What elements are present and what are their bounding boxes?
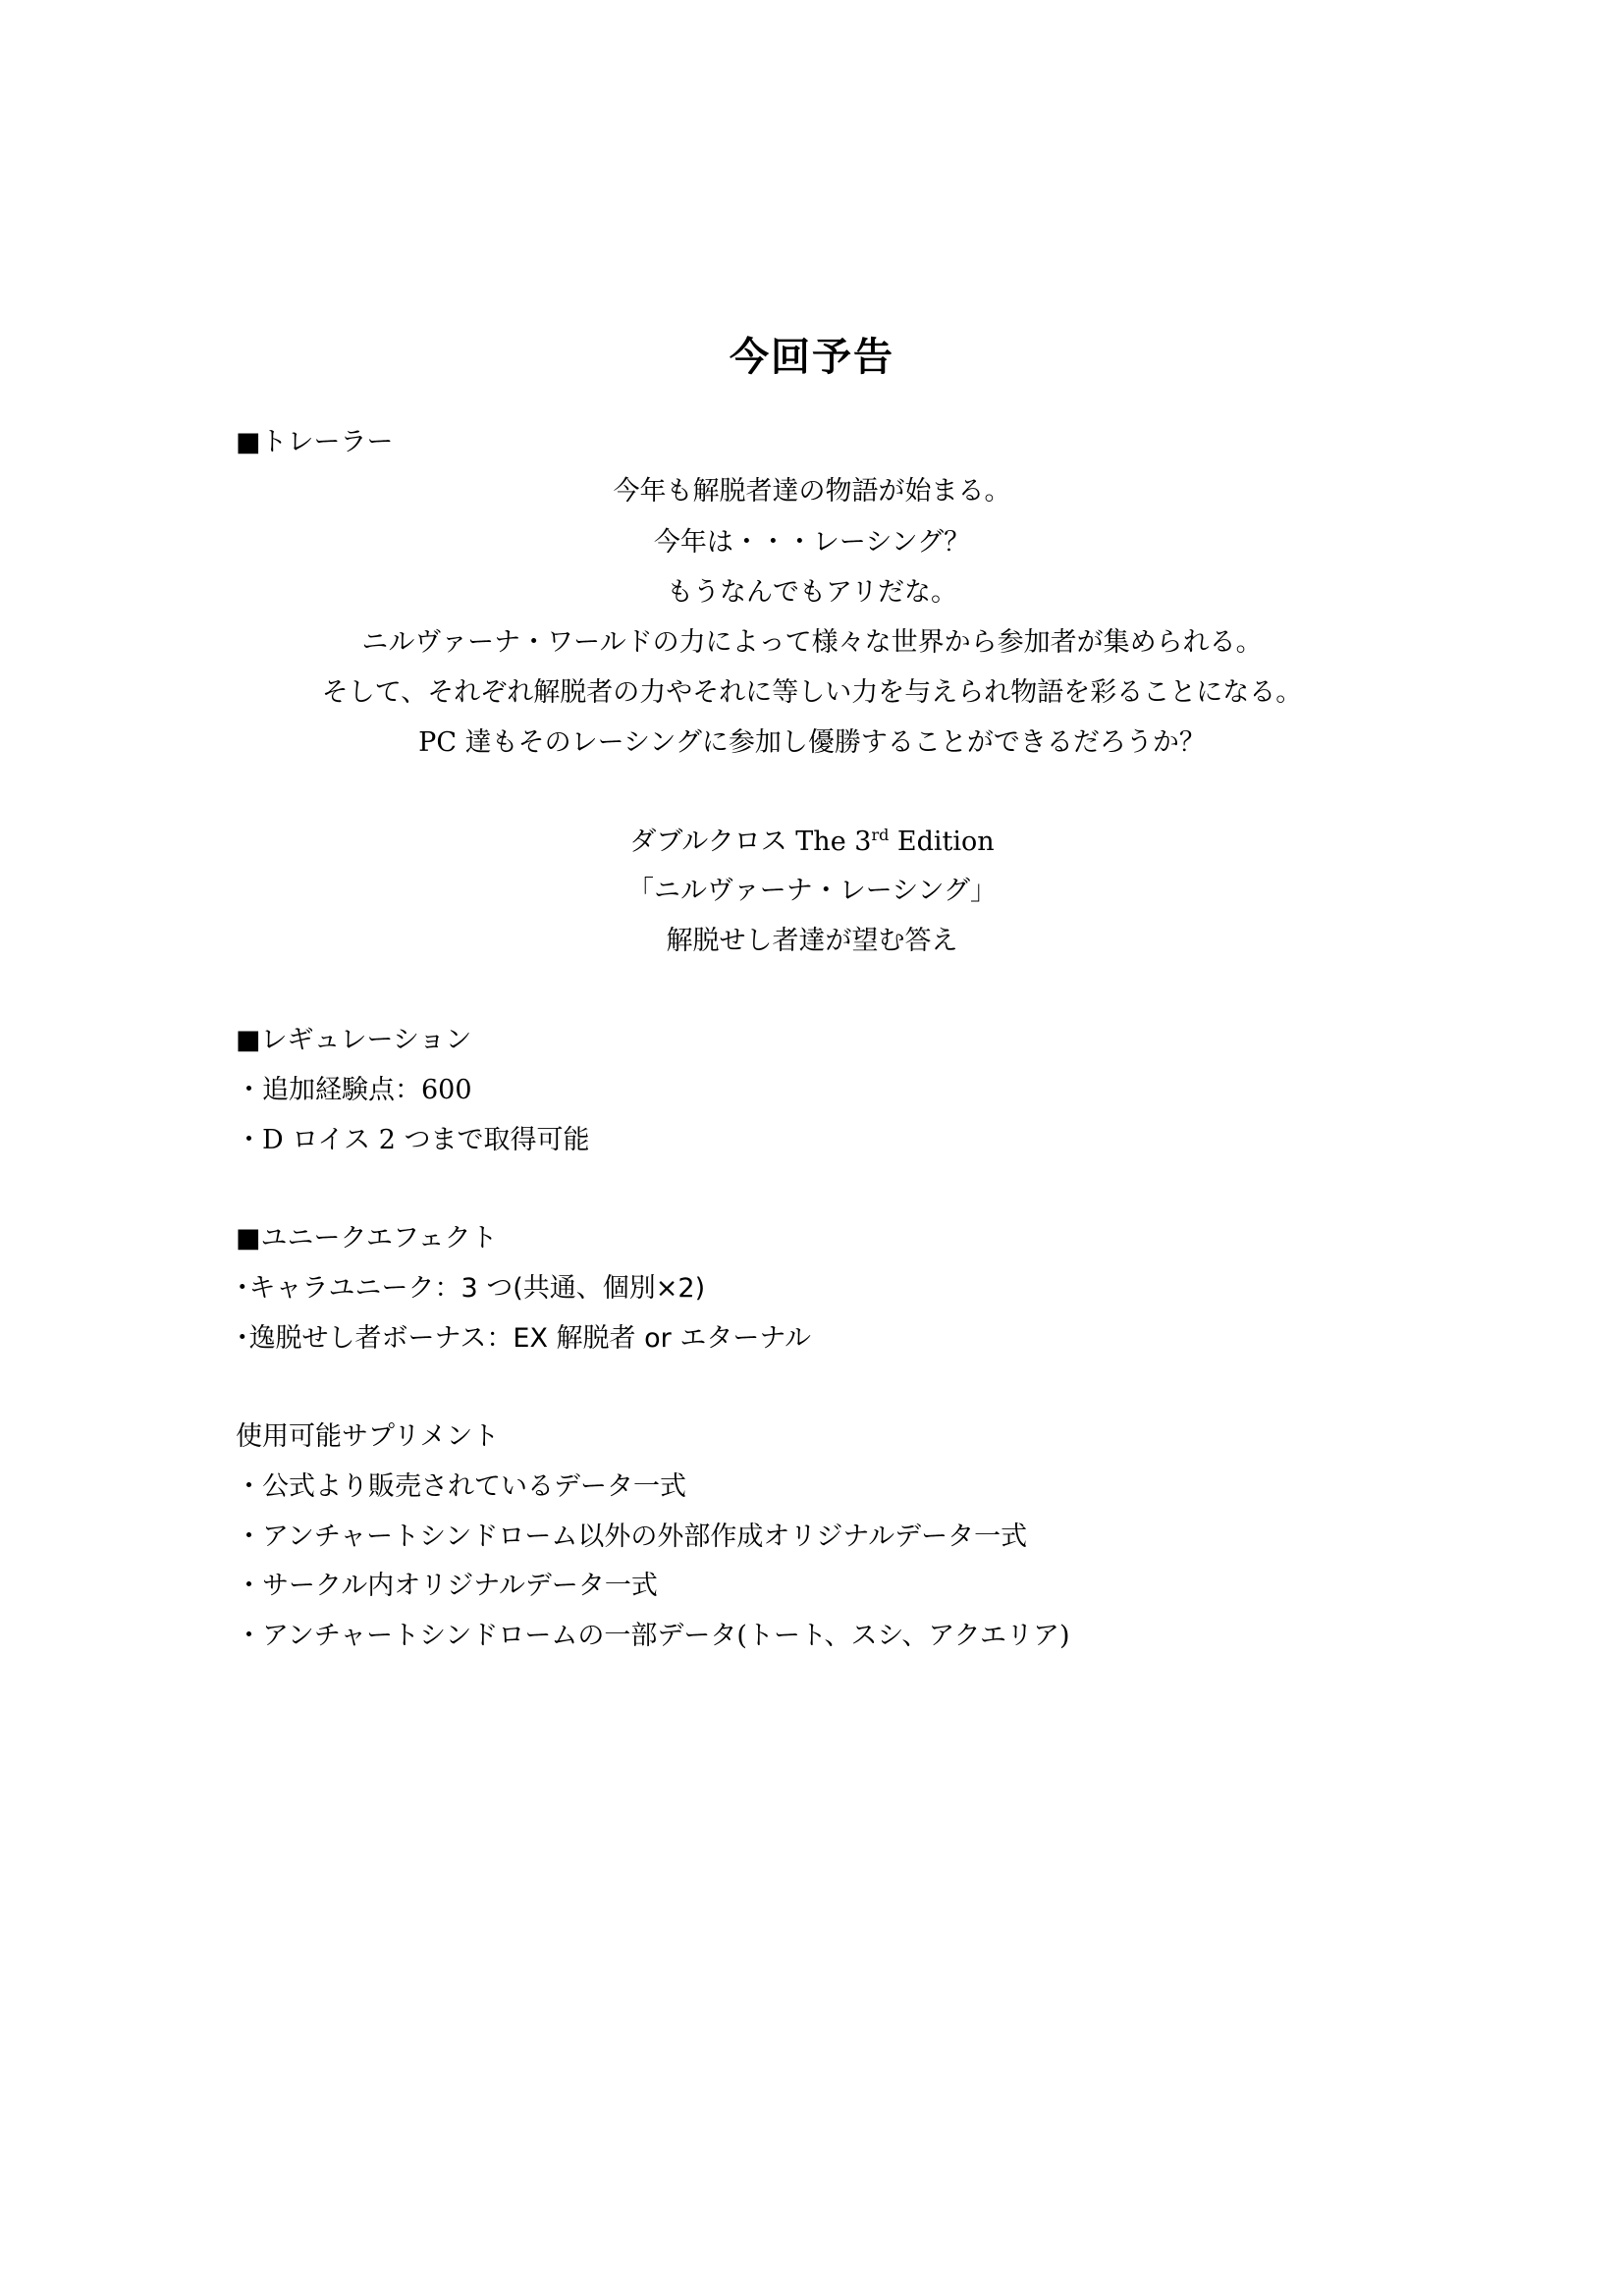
supplements-heading: 使用可能サプリメント	[236, 1421, 500, 1452]
supplement-item: ・公式より販売されているデータ一式	[236, 1471, 686, 1502]
scenario-title: 「ニルヴァーナ・レーシング」	[627, 876, 997, 906]
regulation-heading: ■レギュレーション	[236, 1025, 472, 1055]
trailer-line: もうなんでもアリだな。	[667, 577, 957, 608]
system-name	[0, 823, 1624, 862]
supplement-item: ・アンチャートシンドローム以外の外部作成オリジナルデータ一式	[236, 1522, 1028, 1552]
scenario-subtitle: 解脱せし者達が望む答え	[666, 926, 958, 956]
system-name-superscript: rd	[871, 826, 890, 844]
regulation-item: ・追加経験点：600	[236, 1075, 472, 1105]
trailer-line: 今年は・・・レーシング？	[653, 527, 971, 558]
unique-effect-item: ･逸脱せし者ボーナス：EX 解脱者 or エターナル	[236, 1323, 811, 1354]
trailer-heading: ■トレーラー	[236, 427, 394, 457]
supplement-item: ・アンチャートシンドロームの一部データ(トート、スシ、アクエリア)	[236, 1621, 1070, 1651]
trailer-line: 今年も解脱者達の物語が始まる。	[613, 476, 1011, 507]
trailer-line: そして、それぞれ解脱者の力やそれに等しい力を与えられ物語を彩ることになる。	[321, 677, 1303, 708]
regulation-item: ・D ロイス 2 つまで取得可能	[236, 1125, 590, 1155]
unique-effect-item: ･キャラユニーク：3 つ(共通、個別×2)	[236, 1273, 706, 1304]
system-name-prefix: ダブルクロス The 3	[629, 827, 872, 857]
unique-effect-heading: ■ユニークエフェクト	[236, 1223, 498, 1254]
supplement-item: ・サークル内オリジナルデータ一式	[236, 1571, 658, 1601]
trailer-line: ニルヴァーナ・ワールドの力によって様々な世界から参加者が集められる。	[361, 627, 1263, 658]
system-name-suffix: Edition	[889, 827, 995, 857]
page-title: 今回予告	[730, 335, 894, 380]
trailer-line: PC 達もそのレーシングに参加し優勝することができるだろうか？	[418, 727, 1206, 758]
